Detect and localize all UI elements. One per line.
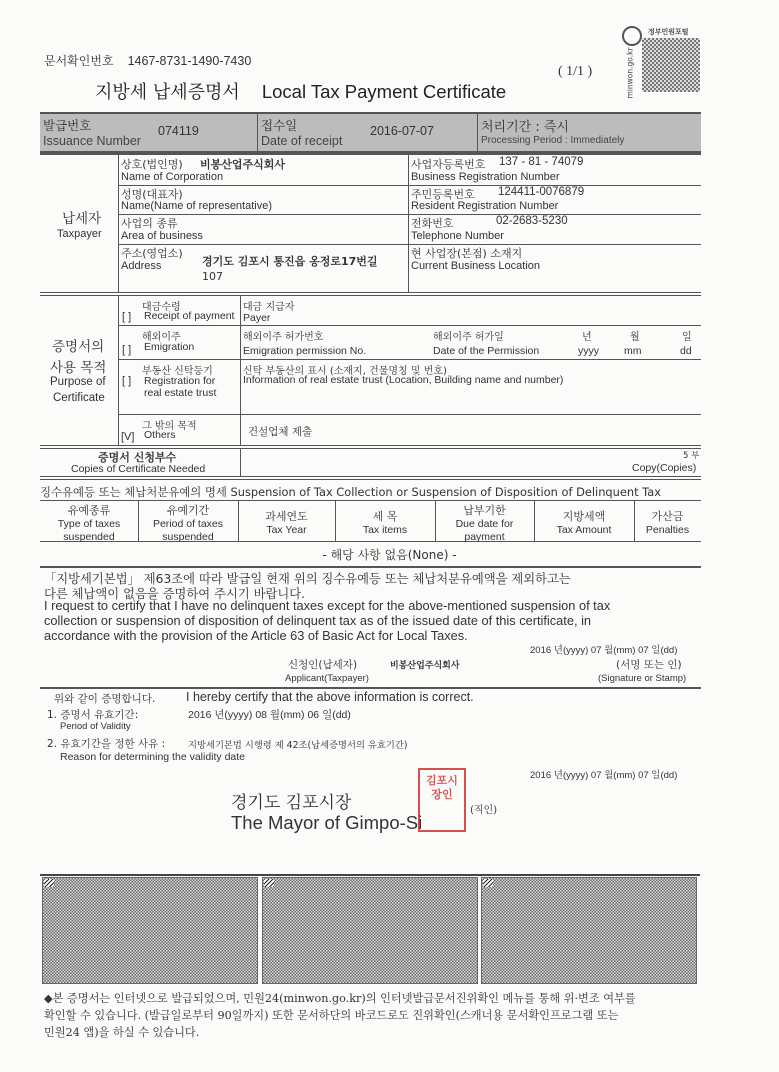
request-ko-line: 다른 체납액이 없음을 증명하여 주시기 바랍니다. xyxy=(44,587,306,601)
notice-line: 확인할 수 있습니다. (발급일로부터 90일까지) 또한 문서하단의 바코드로도 진위확인(스캐너용 문서확인프로그램 또는 xyxy=(44,1009,619,1022)
taxpayer-label-en: Taxpayer xyxy=(57,228,102,240)
purpose-label-en-2: Certificate xyxy=(53,392,105,404)
rrn-label-ko: 주민등록번호 xyxy=(411,188,475,201)
column-header xyxy=(40,502,138,544)
suspension-title: 징수유예등 또는 체납처분유예의 명세 Suspension of Tax Collection or Suspension of Disposition of Delinquent Tax xyxy=(40,485,661,499)
request-en-line: I request to certify that I have no delinquent taxes except for the above-mentioned suspension of tax xyxy=(44,598,611,613)
col-en: Tax items xyxy=(362,524,408,536)
permission-date-label-en: Date of the Permission xyxy=(433,345,540,357)
corp-label-en: Name of Corporation xyxy=(121,171,224,183)
other-purpose-value: 건설업체 제출 xyxy=(248,426,313,438)
issuer-ko: 경기도 김포시장 xyxy=(231,793,352,813)
info-bar xyxy=(40,112,701,153)
col-en: Tax Amount xyxy=(556,524,612,536)
col-en2: suspended xyxy=(162,531,214,543)
issuer-en: The Mayor of Gimpo-Si xyxy=(231,812,423,833)
column-header xyxy=(138,502,238,544)
official-seal xyxy=(418,768,466,832)
applicant-label-ko: 신청인(납세자) xyxy=(288,659,358,671)
col-ko: 세 목 xyxy=(372,510,398,523)
payer-label-en: Payer xyxy=(243,312,271,324)
purpose-item-en: Others xyxy=(144,429,176,441)
receipt-date-cell xyxy=(258,114,478,151)
brn-label-ko: 사업자등록번호 xyxy=(411,158,486,171)
purpose-item-en-2: real estate trust xyxy=(144,387,217,399)
validity-label-en: Period of Validity xyxy=(60,721,131,732)
year-label-en: yyyy xyxy=(578,345,599,357)
checkbox[interactable]: [ ] xyxy=(122,375,132,387)
address-value-line1: 경기도 김포시 통진읍 옹정로17번길 xyxy=(202,255,378,268)
column-header xyxy=(435,502,534,544)
checkbox[interactable]: [ ] xyxy=(122,344,132,356)
rrn-label-en: Resident Registration Number xyxy=(411,200,559,212)
issuance-number-cell xyxy=(40,114,258,151)
qr-pattern xyxy=(642,38,700,92)
tel-label-en: Telephone Number xyxy=(411,230,504,242)
signature-label-en: (Signature or Stamp) xyxy=(598,673,687,684)
col-en: Due date for xyxy=(455,518,514,530)
day-label-ko: 일 xyxy=(682,332,692,343)
emigration-no-label-ko: 해외이주 허가번호 xyxy=(243,332,324,343)
purpose-label-en-1: Purpose of xyxy=(50,376,106,388)
permission-date-label-ko: 해외이주 허가일 xyxy=(433,332,504,343)
certify-en: I hereby certify that the above information is correct. xyxy=(186,690,474,704)
col-en: Type of taxes xyxy=(57,518,121,530)
trust-info-label-en: Information of real estate trust (Location, Building name and number) xyxy=(243,374,564,386)
issuance-label-en: Issuance Number xyxy=(43,134,141,148)
purpose-item-en: Receipt of payment xyxy=(144,310,235,322)
rep-label-ko: 성명(대표자) xyxy=(121,188,183,201)
request-ko-line: 「지방세기본법」 제63조에 따라 발급일 현재 위의 징수유예등 또는 체납처분유예액을 제외하고는 xyxy=(44,572,571,586)
location-label-en: Current Business Location xyxy=(411,260,541,272)
qr-site-label: minwon.go.kr xyxy=(625,47,635,99)
col-ko: 지방세액 xyxy=(562,510,606,523)
purpose-item-ko: 부동산 신탁등기 xyxy=(142,366,213,377)
issuance-label-ko: 발급번호 xyxy=(43,118,92,133)
copies-unit-en: Copy(Copies) xyxy=(632,462,697,474)
doc-check-label: 문서확인번호 xyxy=(44,54,114,68)
col-en: Period of taxes xyxy=(152,518,224,530)
col-ko: 가산금 xyxy=(651,510,684,523)
copies-label-ko: 증명서 신청부수 xyxy=(98,451,177,464)
tel-value: 02-2683-5230 xyxy=(496,215,568,227)
doc-check-value: 1467-8731-1490-7430 xyxy=(127,54,252,68)
qr-code xyxy=(622,26,702,99)
receipt-label-ko: 접수일 xyxy=(261,118,298,133)
page-indicator: ( 1/1 ) xyxy=(558,64,593,79)
purpose-item-en: Registration for xyxy=(144,375,216,387)
barcode-2 xyxy=(262,877,478,984)
certify-ko: 위와 같이 증명합니다. xyxy=(54,693,156,705)
rep-label-en: Name(Name of representative) xyxy=(121,200,273,212)
address-label-ko: 주소(영업소) xyxy=(121,247,183,260)
request-en-line: collection or suspension of disposition of delinquent tax as of the issued date of this certificate, in xyxy=(44,613,592,628)
corp-name-value: 비봉산업주식회사 xyxy=(200,158,286,171)
copies-value: 5 부 xyxy=(683,451,700,461)
receipt-label-en: Date of receipt xyxy=(261,134,343,148)
month-label-ko: 월 xyxy=(630,332,640,343)
seal-note: (직인) xyxy=(470,805,498,816)
location-label-ko: 현 사업장(본점) 소재지 xyxy=(411,247,523,260)
issue-date: 2016 년(yyyy) 07 월(mm) 07 일(dd) xyxy=(530,770,678,781)
purpose-item-ko: 그 밖의 목적 xyxy=(142,421,197,432)
verification-notice xyxy=(44,990,704,1041)
purpose-item-ko: 대금수령 xyxy=(142,302,181,313)
brn-label-en: Business Registration Number xyxy=(411,171,560,183)
title-en: Local Tax Payment Certificate xyxy=(261,81,507,102)
barcode-1 xyxy=(42,877,258,984)
payer-label-ko: 대금 지급자 xyxy=(243,302,295,313)
validity-value: 2016 년(yyyy) 08 월(mm) 06 일(dd) xyxy=(188,709,351,721)
notice-line: 민원24 앱)을 하실 수 있습니다. xyxy=(44,1026,200,1039)
validity-label-ko: 1. 증명서 유효기간: xyxy=(47,709,139,721)
day-label-en: dd xyxy=(680,345,692,357)
checkbox[interactable]: [ ] xyxy=(122,311,132,323)
title-ko: 지방세 납세증명서 xyxy=(95,82,240,103)
purpose-item-en: Emigration xyxy=(144,341,195,353)
col-ko: 유예종류 xyxy=(67,504,111,517)
column-header xyxy=(534,508,634,537)
purpose-label-ko-2: 사용 목적 xyxy=(50,360,107,376)
issuance-number: 074119 xyxy=(158,124,199,138)
column-header xyxy=(335,508,435,537)
receipt-date: 2016-07-07 xyxy=(370,124,434,138)
notice-line: ◆본 증명서는 인터넷으로 발급되었으며, 민원24(minwon.go.kr)의 인터넷발급문서진위확인 메뉴를 통해 위·변조 여부를 xyxy=(44,992,636,1005)
document-check-number xyxy=(44,52,251,69)
column-header xyxy=(634,508,701,537)
qr-portal-label: 정부민원포털 xyxy=(648,28,689,36)
purpose-label-ko-1: 증명서의 xyxy=(52,339,105,355)
reason-label-en: Reason for determining the validity date xyxy=(60,751,246,763)
brn-value: 137 - 81 - 74079 xyxy=(499,156,584,168)
copies-label-en: Copies of Certificate Needed xyxy=(71,463,206,475)
col-ko: 유예기간 xyxy=(166,504,210,517)
col-ko: 과세연도 xyxy=(265,510,308,523)
taxpayer-label-ko: 납세자 xyxy=(62,211,102,227)
applicant-name: 비봉산업주식회사 xyxy=(390,661,460,671)
no-items-text: - 해당 사항 없음(None) - xyxy=(322,548,457,562)
col-en: Tax Year xyxy=(266,524,307,536)
processing-label-en: Processing Period : Immediately xyxy=(481,135,625,146)
processing-label-ko: 처리기간 : 즉시 xyxy=(481,120,569,135)
col-en2: suspended xyxy=(63,531,115,543)
business-label-en: Area of business xyxy=(121,230,203,242)
col-en: Penalties xyxy=(645,524,690,536)
page-title xyxy=(95,78,506,104)
corp-label-ko: 상호(법인명) xyxy=(121,158,183,171)
request-en-line: accordance with the provision of the Article 63 of Basic Act for Local Taxes. xyxy=(44,628,468,643)
applicant-label-en: Applicant(Taxpayer) xyxy=(285,673,369,684)
month-label-en: mm xyxy=(624,345,642,357)
purpose-item-ko: 해외이주 xyxy=(142,332,181,343)
trust-info-label-ko: 신탁 부동산의 표시 (소재지, 건물명칭 및 번호) xyxy=(243,366,447,377)
tel-label-ko: 전화번호 xyxy=(411,217,454,230)
col-ko: 납부기한 xyxy=(463,504,506,517)
emigration-no-label-en: Emigration permission No. xyxy=(243,345,367,357)
barcode-3 xyxy=(481,877,697,984)
reason-value: 지방세기본법 시행령 제 42조(납세증명서의 유효기간) xyxy=(188,740,408,751)
address-label-en: Address xyxy=(121,260,162,272)
column-header xyxy=(238,508,335,537)
business-label-ko: 사업의 종류 xyxy=(121,217,178,230)
processing-period-cell xyxy=(478,114,701,151)
seal-text: 김포시장인 xyxy=(426,774,458,801)
reason-label-ko: 2. 유효기간을 정한 사유 : xyxy=(47,738,166,750)
rrn-value: 124411-0076879 xyxy=(498,186,585,198)
signature-label-ko: (서명 또는 인) xyxy=(616,659,682,671)
year-label-ko: 년 xyxy=(582,332,592,343)
checkbox-checked[interactable]: [V] xyxy=(121,431,135,443)
address-value-line2: 107 xyxy=(202,270,223,283)
request-date: 2016 년(yyyy) 07 월(mm) 07 일(dd) xyxy=(530,645,678,656)
col-en2: payment xyxy=(464,531,505,543)
